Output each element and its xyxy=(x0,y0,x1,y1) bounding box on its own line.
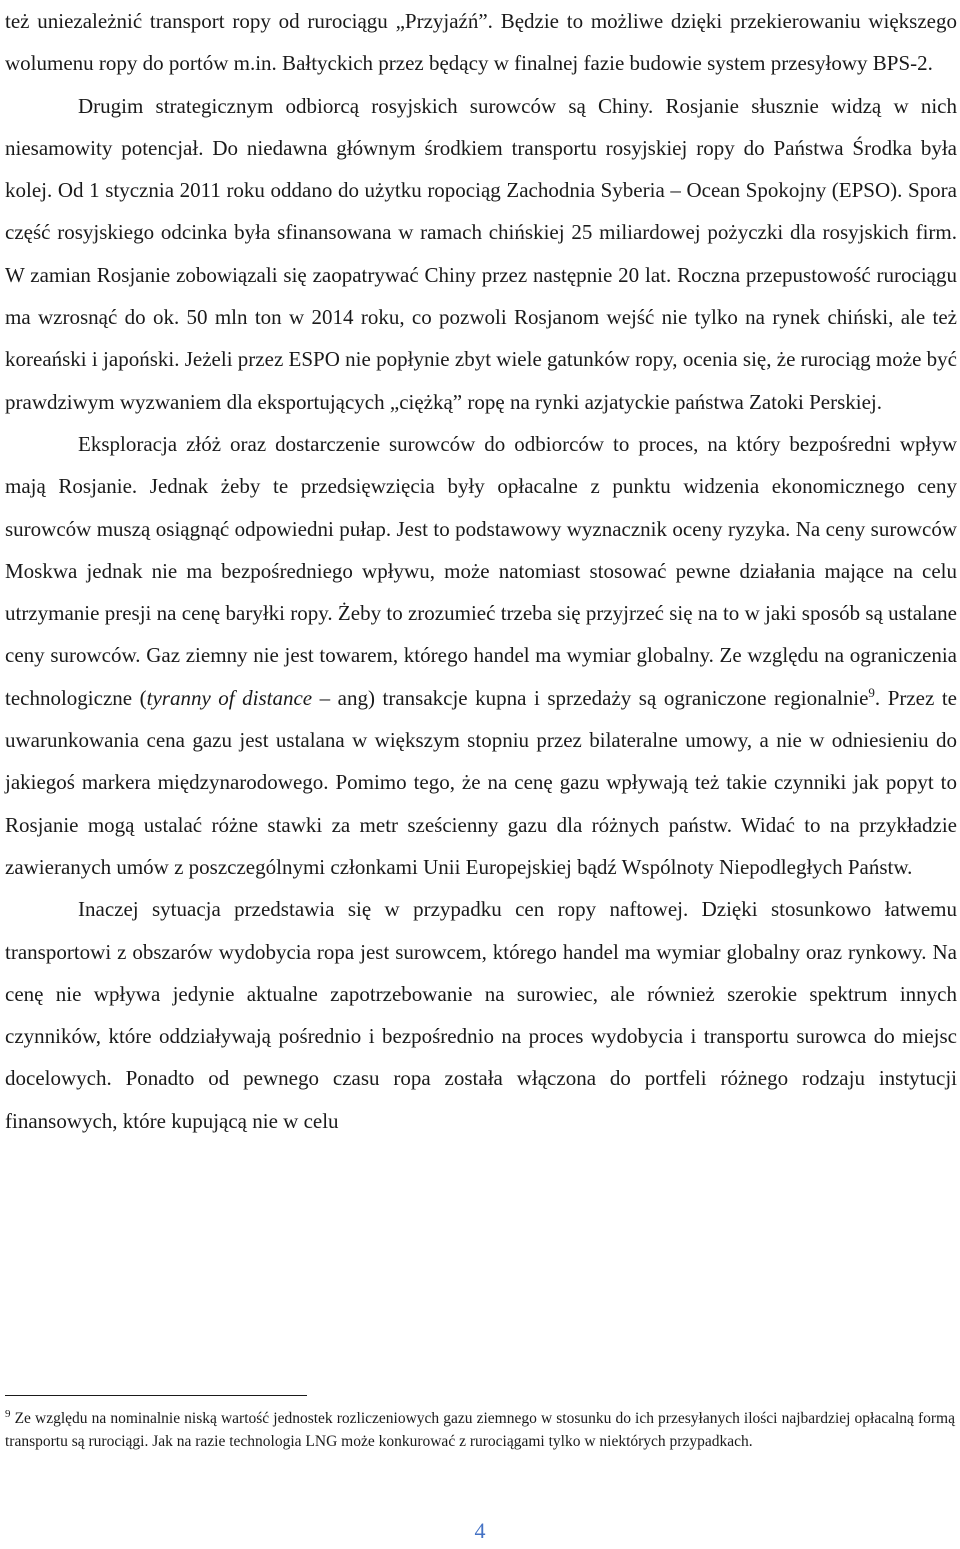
paragraph-3-text-a: Eksploracja złóż oraz dostarczenie surowców do odbiorców to proces, na który bezpośredni wpływ mają Rosjanie. Jednak żeby te przedsięwzięcia były opłacalne z punktu widzenia ekonomicznego ceny surowców muszą osiągnąć odpowiedni pułap. Jest to podstawowy wyznacznik oceny ryzyka. Na ceny surowców Moskwa jednak nie ma bezpośredniego wpływu, może natomiast stosować pewne działania mające na celu utrzymanie presji na cenę baryłki ropy. Żeby to zrozumieć trzeba się przyjrzeć się na to w jaki sposób są ustalane ceny surowców. Gaz ziemny nie jest towarem, którego handel ma wymiar globalny. Ze względu na ograniczenia technologiczne ( xyxy=(5,431,957,710)
page-number: 4 xyxy=(474,1518,486,1543)
footnote-reference[interactable]: 9 xyxy=(868,684,875,700)
paragraph-4: Inaczej sytuacja przedstawia się w przypadku cen ropy naftowej. Dzięki stosunkowo łatwemu transportowi z obszarów wydobycia ropa jest surowcem, którego handel ma wymiar globalny oraz rynkowy. Na cenę nie wpływa jedynie aktualne zapotrzebowanie na surowiec, ale również szerokie spektrum innych czynników, które oddziaływają pośrednio i bezpośrednio na proces wydobycia i transportu surowca do miejsc docelowych. Ponadto od pewnego czasu ropa została włączona do portfeli różnego rodzaju instytucji finansowych, które kupującą nie w celu xyxy=(5,897,957,1133)
paragraph-3-text-c: . Przez te uwarunkowania cena gazu jest ustalana w większym stopniu przez bilateralne umowy, a nie w odniesieniu do jakiegoś markera międzynarodowego. Pomimo tego, że na cenę gazu wpływają też takie czynniki jak popyt to Rosjanie mogą ustalać różne stawki za metr sześcienny gazu dla różnych państw. Widać to na przykładzie zawieranych umów z poszczególnymi członkami Unii Europejskiej bądź Wspólnoty Niepodległych Państw. xyxy=(5,685,957,879)
italic-term: tyranny of distance xyxy=(146,685,313,710)
paragraph-3-text-b: – ang) transakcje kupna i sprzedaży są ograniczone regionalnie xyxy=(312,685,869,710)
body-text xyxy=(5,0,957,1142)
footnote-text: Ze względu na nominalnie niską wartość jednostek rozliczeniowych gazu ziemnego w stosunku do ich przesyłanych ilości najbardziej opłacalną formą transportu są rurociągi. Jak na razie technologia LNG może konkurować z rurociągami tylko w niektórych przypadkach. xyxy=(5,1410,955,1450)
footnote-separator xyxy=(5,1395,307,1396)
footnote xyxy=(5,1407,955,1453)
paragraph-1: też uniezależnić transport ropy od rurociągu „Przyjaźń”. Będzie to możliwe dzięki przekierowaniu większego wolumenu ropy do portów m.in. Bałtyckich przez będący w finalnej fazie budowie system przesyłowy BPS-2. xyxy=(5,9,957,76)
paragraph-3 xyxy=(5,423,957,888)
paragraph-2: Drugim strategicznym odbiorcą rosyjskich surowców są Chiny. Rosjanie słusznie widzą w nich niesamowity potencjał. Do niedawna głównym środkiem transportu rosyjskiej ropy do Państwa Środka była kolej. Od 1 stycznia 2011 roku oddano do użytku ropociąg Zachodnia Syberia – Ocean Spokojny (EPSO). Spora część rosyjskiego odcinka była sfinansowana w ramach chińskiej 25 miliardowej pożyczki dla rosyjskich firm. W zamian Rosjanie zobowiązali się zaopatrywać Chiny przez następnie 20 lat. Roczna przepustowość rurociągu ma wzrosnąć do ok. 50 mln ton w 2014 roku, co pozwoli Rosjanom wejść nie tylko na rynek chiński, ale też koreański i japoński. Jeżeli przez ESPO nie popłynie zbyt wiele gatunków ropy, ocenia się, że rurociąg może być prawdziwym wyzwaniem dla eksportujących „ciężką” ropę na rynki azjatyckie państwa Zatoki Perskiej. xyxy=(5,93,957,414)
footnote-mark: 9 xyxy=(5,1407,11,1420)
